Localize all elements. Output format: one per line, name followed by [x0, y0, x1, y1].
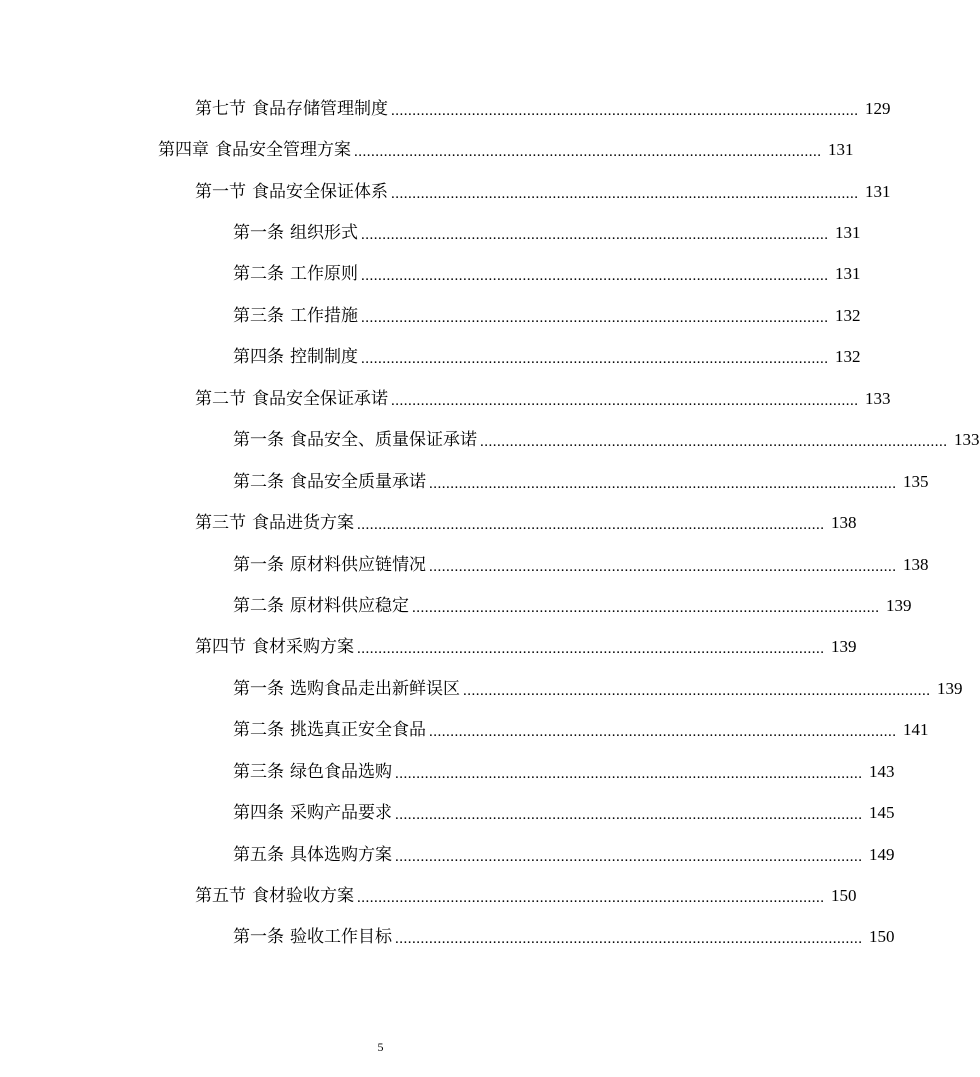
toc-entry[interactable]	[0, 875, 857, 916]
toc-entry-page: 150	[869, 927, 895, 947]
toc-entry-label	[195, 98, 388, 120]
toc-dot-leader: ..............................................................................................................	[361, 351, 829, 368]
toc-entry-label	[195, 512, 354, 534]
toc-entry-page: 149	[869, 844, 895, 864]
toc-entry-number: 第四章	[158, 140, 209, 161]
toc-dot-leader: ..............................................................................................................	[480, 434, 948, 451]
toc-entry-label	[233, 471, 426, 493]
toc-entry-label	[233, 222, 358, 244]
toc-entry-title: 食材验收方案	[252, 886, 354, 907]
toc-dot-leader: ..............................................................................................................	[429, 558, 897, 575]
toc-entry-label	[233, 429, 477, 451]
toc-entry-title: 原材料供应链情况	[290, 554, 426, 575]
toc-entry-label	[195, 388, 388, 410]
toc-entry[interactable]	[0, 378, 891, 419]
toc-entry-label	[195, 636, 354, 658]
toc-dot-leader: ..............................................................................................................	[391, 392, 859, 409]
toc-entry-title: 食品安全管理方案	[215, 140, 351, 161]
toc-entry-label	[233, 263, 358, 285]
toc-entry-number: 第七节	[195, 98, 246, 119]
toc-entry[interactable]	[0, 88, 891, 129]
toc-dot-leader: ..............................................................................................................	[395, 765, 863, 782]
toc-entry-title: 食材采购方案	[252, 637, 354, 658]
toc-entry[interactable]	[0, 751, 895, 792]
toc-entry-title: 食品安全保证体系	[252, 181, 388, 202]
toc-entry-label	[233, 346, 358, 368]
toc-entry-number: 第二节	[195, 388, 246, 409]
toc-entry-page: 138	[903, 554, 929, 574]
toc-entry-label	[233, 554, 426, 576]
toc-entry-title: 食品进货方案	[252, 513, 354, 534]
toc-entry[interactable]	[0, 461, 929, 502]
toc-entry[interactable]	[0, 792, 895, 833]
toc-entry-page: 132	[835, 347, 861, 367]
toc-entry-label	[233, 595, 409, 617]
toc-entry-page: 145	[869, 803, 895, 823]
toc-dot-leader: ..............................................................................................................	[429, 475, 897, 492]
toc-entry-page: 133	[954, 430, 980, 450]
toc-entry-page: 143	[869, 761, 895, 781]
toc-entry[interactable]	[0, 585, 912, 626]
toc-entry-title: 食品安全、质量保证承诺	[290, 430, 477, 451]
toc-entry-title: 食品安全保证承诺	[252, 388, 388, 409]
toc-entry[interactable]	[0, 171, 891, 212]
toc-entry[interactable]	[0, 502, 857, 543]
toc-entry-number: 第四节	[195, 637, 246, 658]
toc-entry-number: 第四条	[233, 803, 284, 824]
toc-entry-page: 131	[835, 264, 861, 284]
toc-entry-title: 控制制度	[290, 347, 358, 368]
toc-entry-number: 第三节	[195, 513, 246, 534]
toc-entry-title: 采购产品要求	[290, 803, 392, 824]
toc-dot-leader: ..............................................................................................................	[361, 268, 829, 285]
toc-entry-label	[233, 926, 392, 948]
toc-entry-label	[233, 305, 358, 327]
toc-entry[interactable]	[0, 254, 861, 295]
toc-dot-leader: ..............................................................................................................	[357, 890, 825, 907]
toc-entry-title: 原材料供应稳定	[290, 595, 409, 616]
toc-entry-number: 第一条	[233, 430, 284, 451]
toc-entry-page: 139	[886, 595, 912, 615]
toc-entry-page: 131	[835, 223, 861, 243]
toc-dot-leader: ..............................................................................................................	[395, 848, 863, 865]
toc-entry-number: 第五节	[195, 886, 246, 907]
toc-entry-number: 第一条	[233, 927, 284, 948]
toc-dot-leader: ..............................................................................................................	[412, 599, 880, 616]
toc-entry-label	[233, 802, 392, 824]
toc-entry[interactable]	[0, 337, 861, 378]
toc-entry[interactable]	[0, 420, 980, 461]
toc-dot-leader: ..............................................................................................................	[361, 309, 829, 326]
toc-entry-number: 第二条	[233, 720, 284, 741]
toc-entry-number: 第三条	[233, 305, 284, 326]
toc-entry[interactable]	[0, 834, 895, 875]
toc-entry-label	[233, 719, 426, 741]
toc-entry[interactable]	[0, 710, 929, 751]
toc-entry-page: 133	[865, 388, 891, 408]
toc-dot-leader: ..............................................................................................................	[395, 931, 863, 948]
toc-dot-leader: ..............................................................................................................	[391, 102, 859, 119]
toc-entry-number: 第二条	[233, 471, 284, 492]
toc-entry-label	[195, 885, 354, 907]
toc-entry-label	[233, 844, 392, 866]
toc-dot-leader: ..............................................................................................................	[429, 724, 897, 741]
toc-entry-title: 食品安全质量承诺	[290, 471, 426, 492]
toc-entry[interactable]	[0, 295, 861, 336]
toc-entry-number: 第一条	[233, 678, 284, 699]
toc-entry-number: 第一条	[233, 554, 284, 575]
toc-entry-title: 绿色食品选购	[290, 761, 392, 782]
table-of-contents	[0, 88, 980, 958]
toc-entry[interactable]	[0, 129, 854, 170]
toc-entry-number: 第五条	[233, 844, 284, 865]
toc-entry[interactable]	[0, 917, 895, 958]
toc-entry-page: 138	[831, 513, 857, 533]
toc-dot-leader: ..............................................................................................................	[361, 227, 829, 244]
toc-entry-label	[233, 761, 392, 783]
toc-entry-page: 150	[831, 886, 857, 906]
toc-entry-page: 129	[865, 98, 891, 118]
toc-entry-title: 工作原则	[290, 264, 358, 285]
toc-entry-label	[233, 678, 460, 700]
toc-entry[interactable]	[0, 627, 857, 668]
toc-entry-title: 选购食品走出新鲜误区	[290, 678, 460, 699]
toc-dot-leader: ..............................................................................................................	[357, 641, 825, 658]
toc-entry-title: 验收工作目标	[290, 927, 392, 948]
toc-entry-label	[195, 181, 388, 203]
toc-entry[interactable]	[0, 668, 963, 709]
toc-entry-title: 工作措施	[290, 305, 358, 326]
toc-entry-page: 131	[828, 140, 854, 160]
toc-entry-title: 挑选真正安全食品	[290, 720, 426, 741]
toc-dot-leader: ..............................................................................................................	[391, 185, 859, 202]
toc-entry-page: 135	[903, 471, 929, 491]
toc-entry-number: 第三条	[233, 761, 284, 782]
toc-dot-leader: ..............................................................................................................	[354, 144, 822, 161]
toc-entry-title: 食品存储管理制度	[252, 98, 388, 119]
toc-entry-page: 139	[831, 637, 857, 657]
toc-entry-number: 第一条	[233, 223, 284, 244]
toc-dot-leader: ..............................................................................................................	[395, 807, 863, 824]
toc-entry-number: 第二条	[233, 264, 284, 285]
toc-entry-title: 具体选购方案	[290, 844, 392, 865]
toc-entry-page: 132	[835, 305, 861, 325]
toc-dot-leader: ..............................................................................................................	[463, 682, 931, 699]
toc-entry-number: 第四条	[233, 347, 284, 368]
toc-entry-page: 131	[865, 181, 891, 201]
toc-entry-page: 139	[937, 678, 963, 698]
toc-entry-number: 第二条	[233, 595, 284, 616]
toc-entry-page: 141	[903, 720, 929, 740]
page-number: 5	[377, 1040, 384, 1054]
toc-entry-label	[158, 139, 351, 161]
toc-entry-number: 第一节	[195, 181, 246, 202]
toc-dot-leader: ..............................................................................................................	[357, 517, 825, 534]
toc-entry-title: 组织形式	[290, 223, 358, 244]
toc-entry[interactable]	[0, 544, 929, 585]
toc-entry[interactable]	[0, 212, 861, 253]
